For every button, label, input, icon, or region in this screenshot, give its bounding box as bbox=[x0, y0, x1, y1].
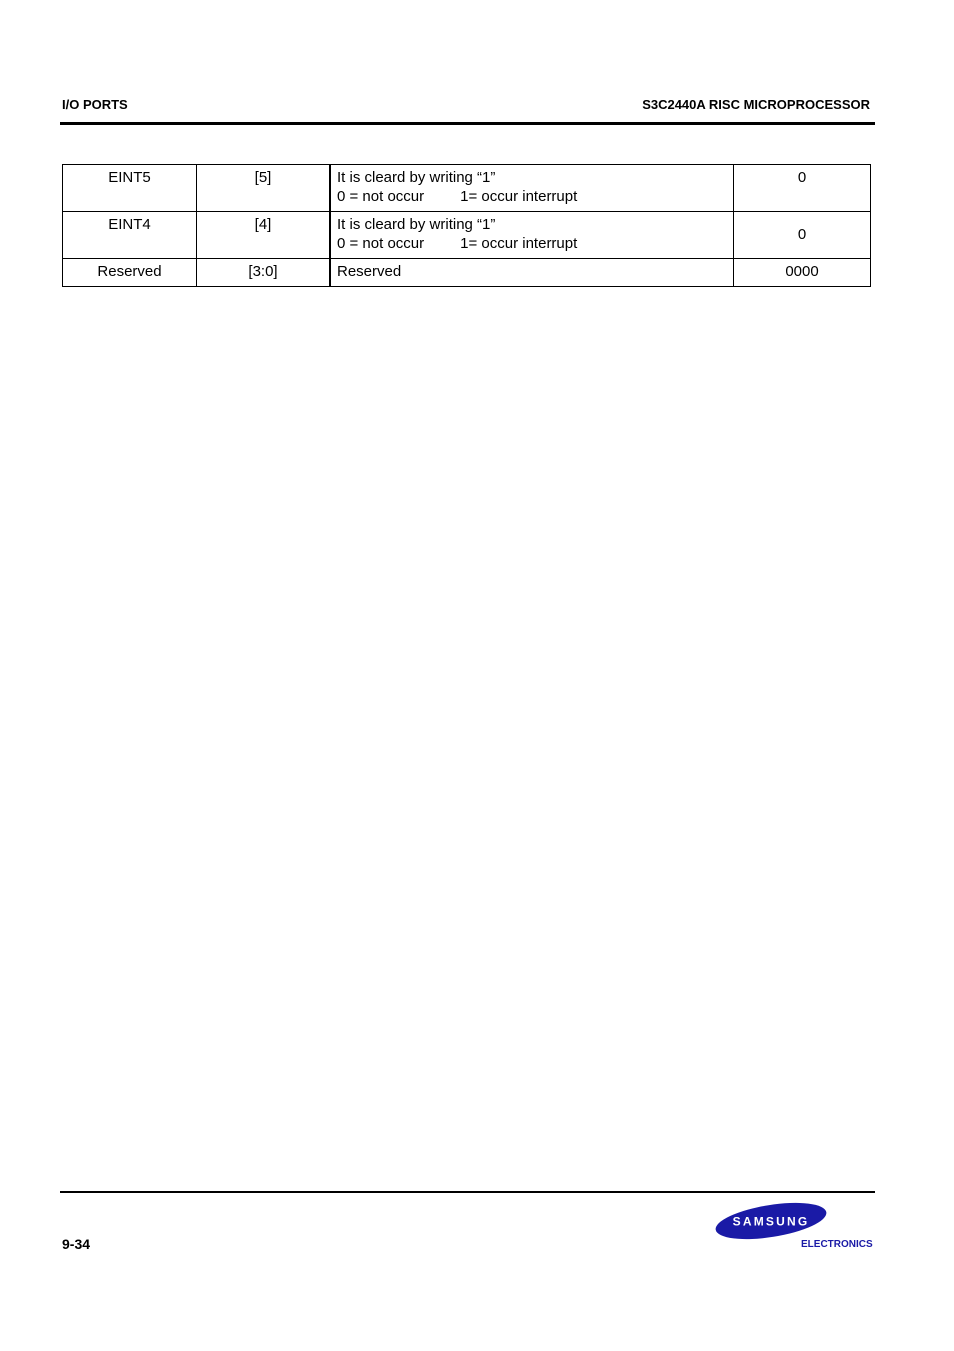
bit-range-cell: [5] bbox=[197, 165, 331, 212]
table-row bbox=[63, 212, 871, 259]
value-one-text: 1= occur interrupt bbox=[460, 188, 578, 205]
register-bit-table bbox=[62, 164, 871, 287]
initial-state-cell: 0 bbox=[734, 165, 871, 212]
initial-state-cell: 0 bbox=[734, 212, 871, 259]
description-values bbox=[337, 187, 727, 206]
header-section-title: I/O PORTS bbox=[62, 97, 128, 112]
footer-rule bbox=[60, 1191, 875, 1193]
page-number: 9-34 bbox=[62, 1236, 91, 1252]
value-zero-text: 0 = not occur bbox=[337, 188, 425, 205]
bit-range-cell: [3:0] bbox=[197, 259, 331, 287]
header-rule bbox=[60, 122, 875, 125]
logo-text: SAMSUNG bbox=[732, 1214, 810, 1229]
description-values bbox=[337, 234, 727, 253]
description-cell bbox=[330, 212, 734, 259]
header-document-title: S3C2440A RISC MICROPROCESSOR bbox=[642, 97, 870, 112]
bit-name-cell: EINT5 bbox=[63, 165, 197, 212]
value-zero-text: 0 = not occur bbox=[337, 235, 425, 252]
bit-name-cell: EINT4 bbox=[63, 212, 197, 259]
bit-range-cell: [4] bbox=[197, 212, 331, 259]
bit-name-cell: Reserved bbox=[63, 259, 197, 287]
description-line: It is cleard by writing “1” bbox=[337, 216, 496, 233]
samsung-logo bbox=[714, 1201, 829, 1241]
description-line: It is cleard by writing “1” bbox=[337, 169, 496, 186]
logo-subtext: ELECTRONICS bbox=[801, 1239, 873, 1250]
description-cell bbox=[330, 165, 734, 212]
value-one-text: 1= occur interrupt bbox=[460, 235, 578, 252]
table-row bbox=[63, 165, 871, 212]
initial-state-cell: 0000 bbox=[734, 259, 871, 287]
description-cell: Reserved bbox=[330, 259, 734, 287]
table-row bbox=[63, 259, 871, 287]
